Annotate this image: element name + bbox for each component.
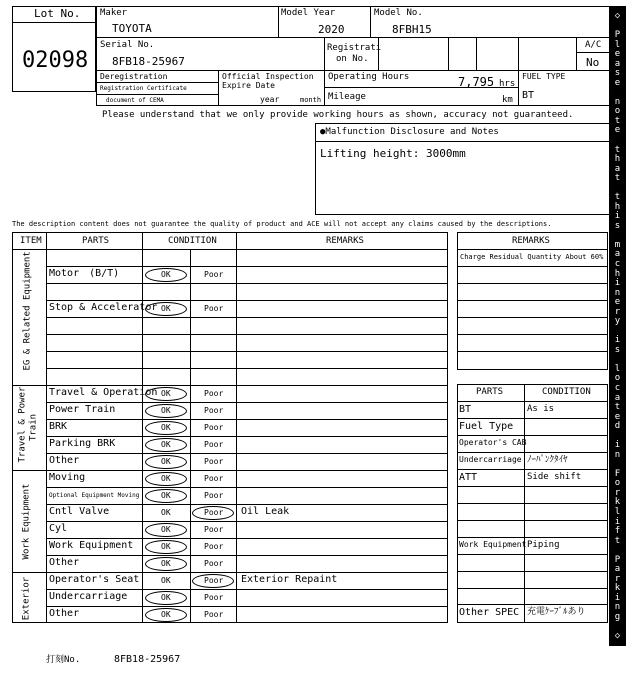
row-poor-label: Poor [204,542,224,551]
sidebar-char: o [614,106,621,117]
row-part-label: Cyl [49,523,68,534]
row-part-label: Undercarriage [49,591,128,602]
row-ok-label: OK [161,610,171,619]
model-year-label: Model Year [281,8,336,18]
serial-no-value: 8FB18-25967 [112,55,185,68]
row-ok-label: OK [161,542,171,551]
row-poor-label: Poor [204,610,224,619]
right-condition-value: As is [527,404,555,414]
condition-header: CONDITION [168,236,217,246]
sidebar-char: f [614,526,621,537]
stamp-value: 8FB18-25967 [114,654,181,665]
sidebar-char: l [614,39,621,50]
km-label: km [502,95,513,105]
right-condition-value: Piping [527,540,560,550]
sidebar-char [609,460,626,469]
sidebar-char: n [614,449,621,460]
ok-circle-mark [145,421,187,435]
row-part-label: Travel & Operation [49,387,158,398]
notice-text: Please understand that we only provide working hours as shown, accuracy not guaranteed. [102,110,574,120]
sidebar-char: t [614,535,621,546]
sidebar-char: e [614,49,621,60]
sidebar-char: s [614,68,621,79]
row-poor-label: Poor [204,525,224,534]
row-part-label: Parking BRK [49,438,116,449]
registration-no-label-1: Registrati [327,43,382,53]
row-ok-label: OK [161,491,171,500]
row-remark-text: Exterior Repaint [241,574,338,585]
ok-circle-mark [145,455,187,469]
location-sidebar [609,6,626,646]
sidebar-char: ◇ [614,631,621,641]
sidebar-char: l [614,363,621,374]
ok-circle-mark [145,540,187,554]
sidebar-char: m [614,239,621,250]
deregistration-label: Deregistration [100,72,168,81]
sidebar-char: a [614,163,621,174]
row-poor-label: Poor [204,593,224,602]
sidebar-char: y [614,316,621,327]
row-poor-label: Poor [204,457,224,466]
sidebar-char: s [614,220,621,231]
row-poor-label: Poor [204,423,224,432]
sidebar-char: r [614,306,621,317]
sidebar-char: e [614,411,621,422]
malfunction-text: Lifting height: 3000mm [320,147,466,160]
ok-circle-mark [145,472,187,486]
sidebar-char: t [614,402,621,413]
right-part-label: Other SPEC [459,607,520,618]
ok-circle-mark [145,591,187,605]
row-ok-label: OK [161,457,171,466]
row-ok-label: OK [161,508,171,517]
group-eg-label: EG & Related Equipment [22,251,33,371]
operating-hours-value: 7,795 [458,75,495,89]
ac-value: No [586,56,600,69]
sidebar-char: h [614,268,621,279]
right-part-label: Operator's CAB [459,438,527,447]
row-part-label: Motor (B/T) [49,268,120,279]
ok-circle-mark [145,557,187,571]
row-part-label: Optional Equipment Moving [49,492,140,499]
sidebar-char [609,136,626,145]
row-part-label: Work Equipment [49,540,134,551]
fuel-type-value: BT [522,90,535,101]
row-part-label: Stop & Accelerator [49,302,158,313]
model-no-value: 8FBH15 [392,23,432,36]
row-part-label: Other [49,455,80,466]
row-ok-label: OK [161,270,171,279]
right-part-label: Work Equipment [459,540,527,549]
fuel-type-label: FUEL TYPE [522,72,566,81]
ac-label: A/C [585,40,602,50]
ok-circle-mark [145,268,187,282]
mileage-label: Mileage [328,92,366,102]
sidebar-char: n [614,602,621,613]
sidebar-char: t [614,115,621,126]
sidebar-char: i [614,278,621,289]
group-exterior-label: Exterior [21,576,32,621]
row-part-label: Power Train [49,404,116,415]
right-parts-header: PARTS [476,387,504,397]
row-part-label: Moving [49,472,86,483]
row-part-label: Cntl Valve [49,506,110,517]
sidebar-char: a [614,392,621,403]
sidebar-char: c [614,383,621,393]
right-condition-value: 充電ｹｰﾌﾞﾙあり [527,607,586,617]
row-poor-label: Poor [204,440,224,449]
maker-label: Maker [100,8,128,18]
right-condition-value: Side shift [527,472,582,482]
ok-circle-mark [145,523,187,537]
row-part-label: BRK [49,421,68,432]
sidebar-char: g [614,611,621,622]
sidebar-char: t [614,144,621,155]
sidebar-char: F [614,468,621,479]
lot-no-value: 02098 [22,48,89,73]
disclaimer-text: The description content does not guarantee the quality of product and ACE will not accept any claims caused by the descriptions. [12,220,552,228]
sidebar-char: a [614,249,621,260]
sidebar-char: o [614,478,621,489]
sidebar-char: r [614,573,621,584]
sidebar-char: s [614,344,621,355]
row-ok-label: OK [161,406,171,415]
sidebar-char: e [614,125,621,136]
model-year-value: 2020 [318,23,345,36]
right-remarks-text: Charge Residual Quantity About 60% [460,253,604,261]
lot-no-label: Lot No. [34,7,81,20]
ok-circle-mark [145,404,187,418]
row-poor-label: Poor [204,304,224,313]
ok-circle-mark [145,608,187,622]
remarks-header: REMARKS [326,236,364,246]
maker-value: TOYOTA [112,22,152,35]
sidebar-char: n [614,96,621,107]
stamp-label: 打刻No. [46,655,81,665]
row-ok-label: OK [161,389,171,398]
right-part-label: Undercarriage [459,455,522,464]
model-no-label: Model No. [374,8,423,18]
right-condition-header: CONDITION [542,387,591,397]
row-poor-label: Poor [204,576,224,585]
inspection-label-1: Official Inspection [222,72,314,81]
row-part-label: Other [49,557,80,568]
row-ok-label: OK [161,576,171,585]
right-remarks-header: REMARKS [512,236,550,246]
sidebar-char: P [614,554,621,565]
sidebar-char: c [614,259,621,269]
sidebar-char [609,546,626,555]
sidebar-char: d [614,421,621,432]
row-remark-text: Oil Leak [241,506,290,517]
group-work-label: Work Equipment [21,483,32,560]
ok-circle-mark [145,302,187,316]
cema-label: document of CEMA [106,97,164,104]
serial-no-label: Serial No. [100,40,155,50]
sidebar-char: l [614,507,621,517]
sidebar-char: i [614,516,621,527]
hrs-label: hrs [499,79,516,89]
sidebar-char: a [614,58,621,69]
operating-hours-label: Operating Hours [328,72,410,82]
row-poor-label: Poor [204,406,224,415]
sidebar-char: t [614,173,621,184]
month-label: month [300,96,322,104]
right-part-label: Fuel Type [459,421,514,432]
sidebar-char: h [614,154,621,165]
row-poor-label: Poor [204,491,224,500]
ok-circle-mark [145,489,187,503]
malfunction-title: ●Malfunction Disclosure and Notes [320,127,499,137]
ok-circle-mark [145,438,187,452]
row-poor-label: Poor [204,474,224,483]
sidebar-char: a [614,564,621,575]
sidebar-char: k [614,583,621,594]
sidebar-char: P [614,30,621,41]
sidebar-char [609,88,626,97]
row-ok-label: OK [161,593,171,602]
sidebar-char: e [614,297,621,308]
sidebar-char: e [614,77,621,88]
sidebar-char: i [614,211,621,222]
group-travel-label-1: Travel & Power [17,386,28,463]
sidebar-char: o [614,373,621,384]
year-label: year [260,95,280,104]
group-travel-label-2: Train [28,413,39,442]
sidebar-char: n [614,287,621,298]
row-ok-label: OK [161,440,171,449]
sidebar-char: i [614,335,621,346]
sidebar-char: ◇ [614,11,621,21]
row-ok-label: OK [161,304,171,313]
row-poor-label: Poor [204,508,224,517]
row-poor-label: Poor [204,559,224,568]
right-part-label: BT [459,404,472,415]
sidebar-char: r [614,487,621,498]
sidebar-char: k [614,497,621,508]
right-condition-value: ﾉｰﾊﾟﾝｸﾀｲﾔ [527,455,568,465]
row-part-label: Operator's Seat [49,574,140,585]
parts-header: PARTS [82,236,110,246]
row-ok-label: OK [161,525,171,534]
poor-circle-mark [192,506,234,520]
row-ok-label: OK [161,559,171,568]
row-ok-label: OK [161,474,171,483]
right-part-label: ATT [459,472,478,483]
sidebar-char: i [614,592,621,603]
row-poor-label: Poor [204,389,224,398]
inspection-label-2: Expire Date [222,81,275,90]
sidebar-char: h [614,201,621,212]
sidebar-char: i [614,440,621,451]
row-part-label: Other [49,608,80,619]
registration-certificate-label: Registration Certificate [100,85,187,92]
poor-circle-mark [192,574,234,588]
registration-no-label-2: on No. [336,54,369,64]
row-poor-label: Poor [204,270,224,279]
row-ok-label: OK [161,423,171,432]
ok-circle-mark [145,387,187,401]
sidebar-char: t [614,192,621,203]
item-header: ITEM [20,236,42,246]
